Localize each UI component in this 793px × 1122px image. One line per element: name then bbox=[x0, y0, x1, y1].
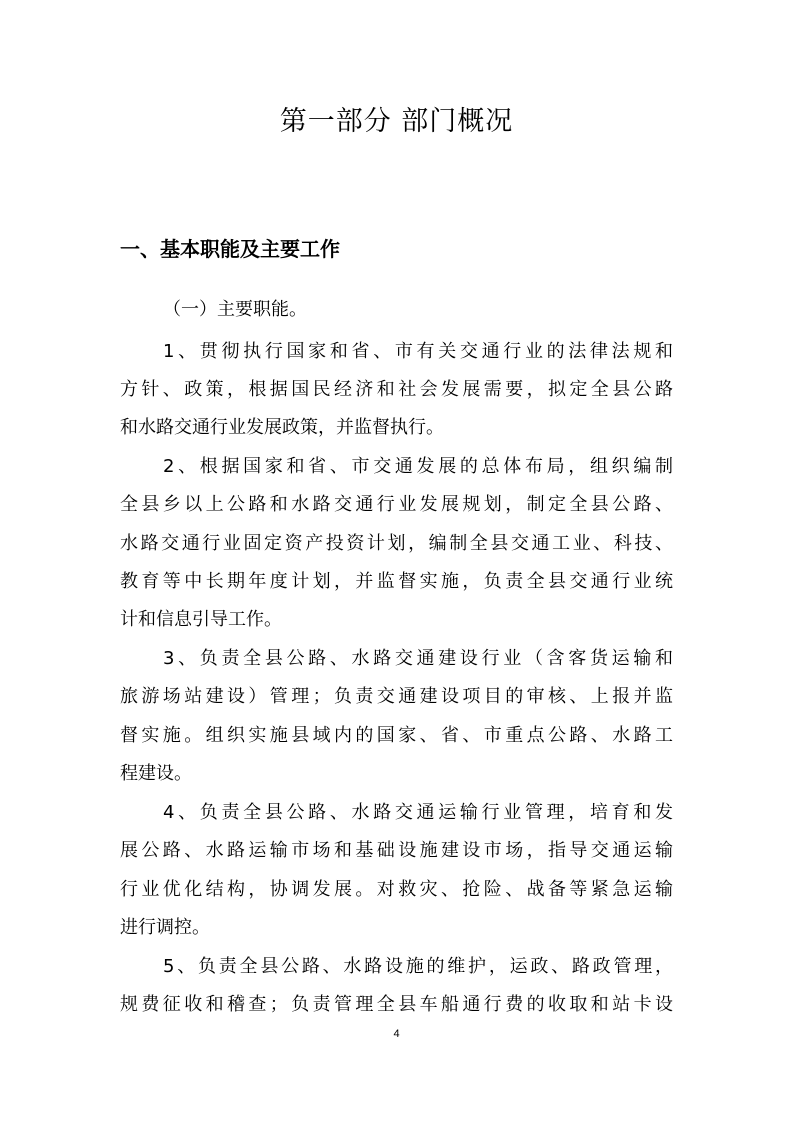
paragraph-4-line-1: 4、负责全县公路、水路交通运输行业管理，培育和发 bbox=[163, 802, 673, 823]
page-number: 4 bbox=[393, 1028, 400, 1040]
paragraph-4-line-3: 行业优化结构，协调发展。对救灾、抢险、战备等紧急运输 bbox=[120, 879, 673, 900]
paragraph-2-line-1: 2、根据国家和省、市交通发展的总体布局，组织编制 bbox=[163, 456, 673, 477]
paragraph-2-line-5: 计和信息引导工作。 bbox=[120, 609, 282, 630]
section-heading: 一、基本职能及主要工作 bbox=[120, 237, 340, 261]
paragraph-5-line-1: 5、负责全县公路、水路设施的维护，运政、路政管理， bbox=[163, 956, 673, 977]
paragraph-4-line-4: 进行调控。 bbox=[120, 917, 210, 938]
paragraph-5-line-2: 规费征收和稽查；负责管理全县车船通行费的收取和站卡设 bbox=[120, 994, 673, 1015]
paragraph-4-line-2: 展公路、水路运输市场和基础设施建设市场，指导交通运输 bbox=[120, 840, 673, 861]
paragraph-3-line-1: 3、负责全县公路、水路交通建设行业（含客货运输和 bbox=[163, 648, 673, 669]
paragraph-2-line-2: 全县乡以上公路和水路交通行业发展规划，制定全县公路、 bbox=[120, 494, 673, 515]
paragraph-3-line-3: 督实施。组织实施县域内的国家、省、市重点公路、水路工 bbox=[120, 725, 673, 746]
paragraph-1-line-1: 1、贯彻执行国家和省、市有关交通行业的法律法规和 bbox=[163, 341, 673, 362]
paragraph-3-line-2: 旅游场站建设）管理；负责交通建设项目的审核、上报并监 bbox=[120, 686, 673, 707]
subheading-main-functions: （一）主要职能。 bbox=[163, 299, 307, 320]
paragraph-2-line-3: 水路交通行业固定资产投资计划，编制全县交通工业、科技、 bbox=[120, 533, 673, 554]
paragraph-1-line-2: 方针、政策，根据国民经济和社会发展需要，拟定全县公路 bbox=[120, 379, 673, 400]
paragraph-3-line-4: 程建设。 bbox=[120, 763, 192, 784]
page-title: 第一部分 部门概况 bbox=[279, 106, 514, 137]
paragraph-2-line-4: 教育等中长期年度计划，并监督实施，负责全县交通行业统 bbox=[120, 571, 673, 592]
paragraph-1-line-3: 和水路交通行业发展政策，并监督执行。 bbox=[120, 417, 444, 438]
